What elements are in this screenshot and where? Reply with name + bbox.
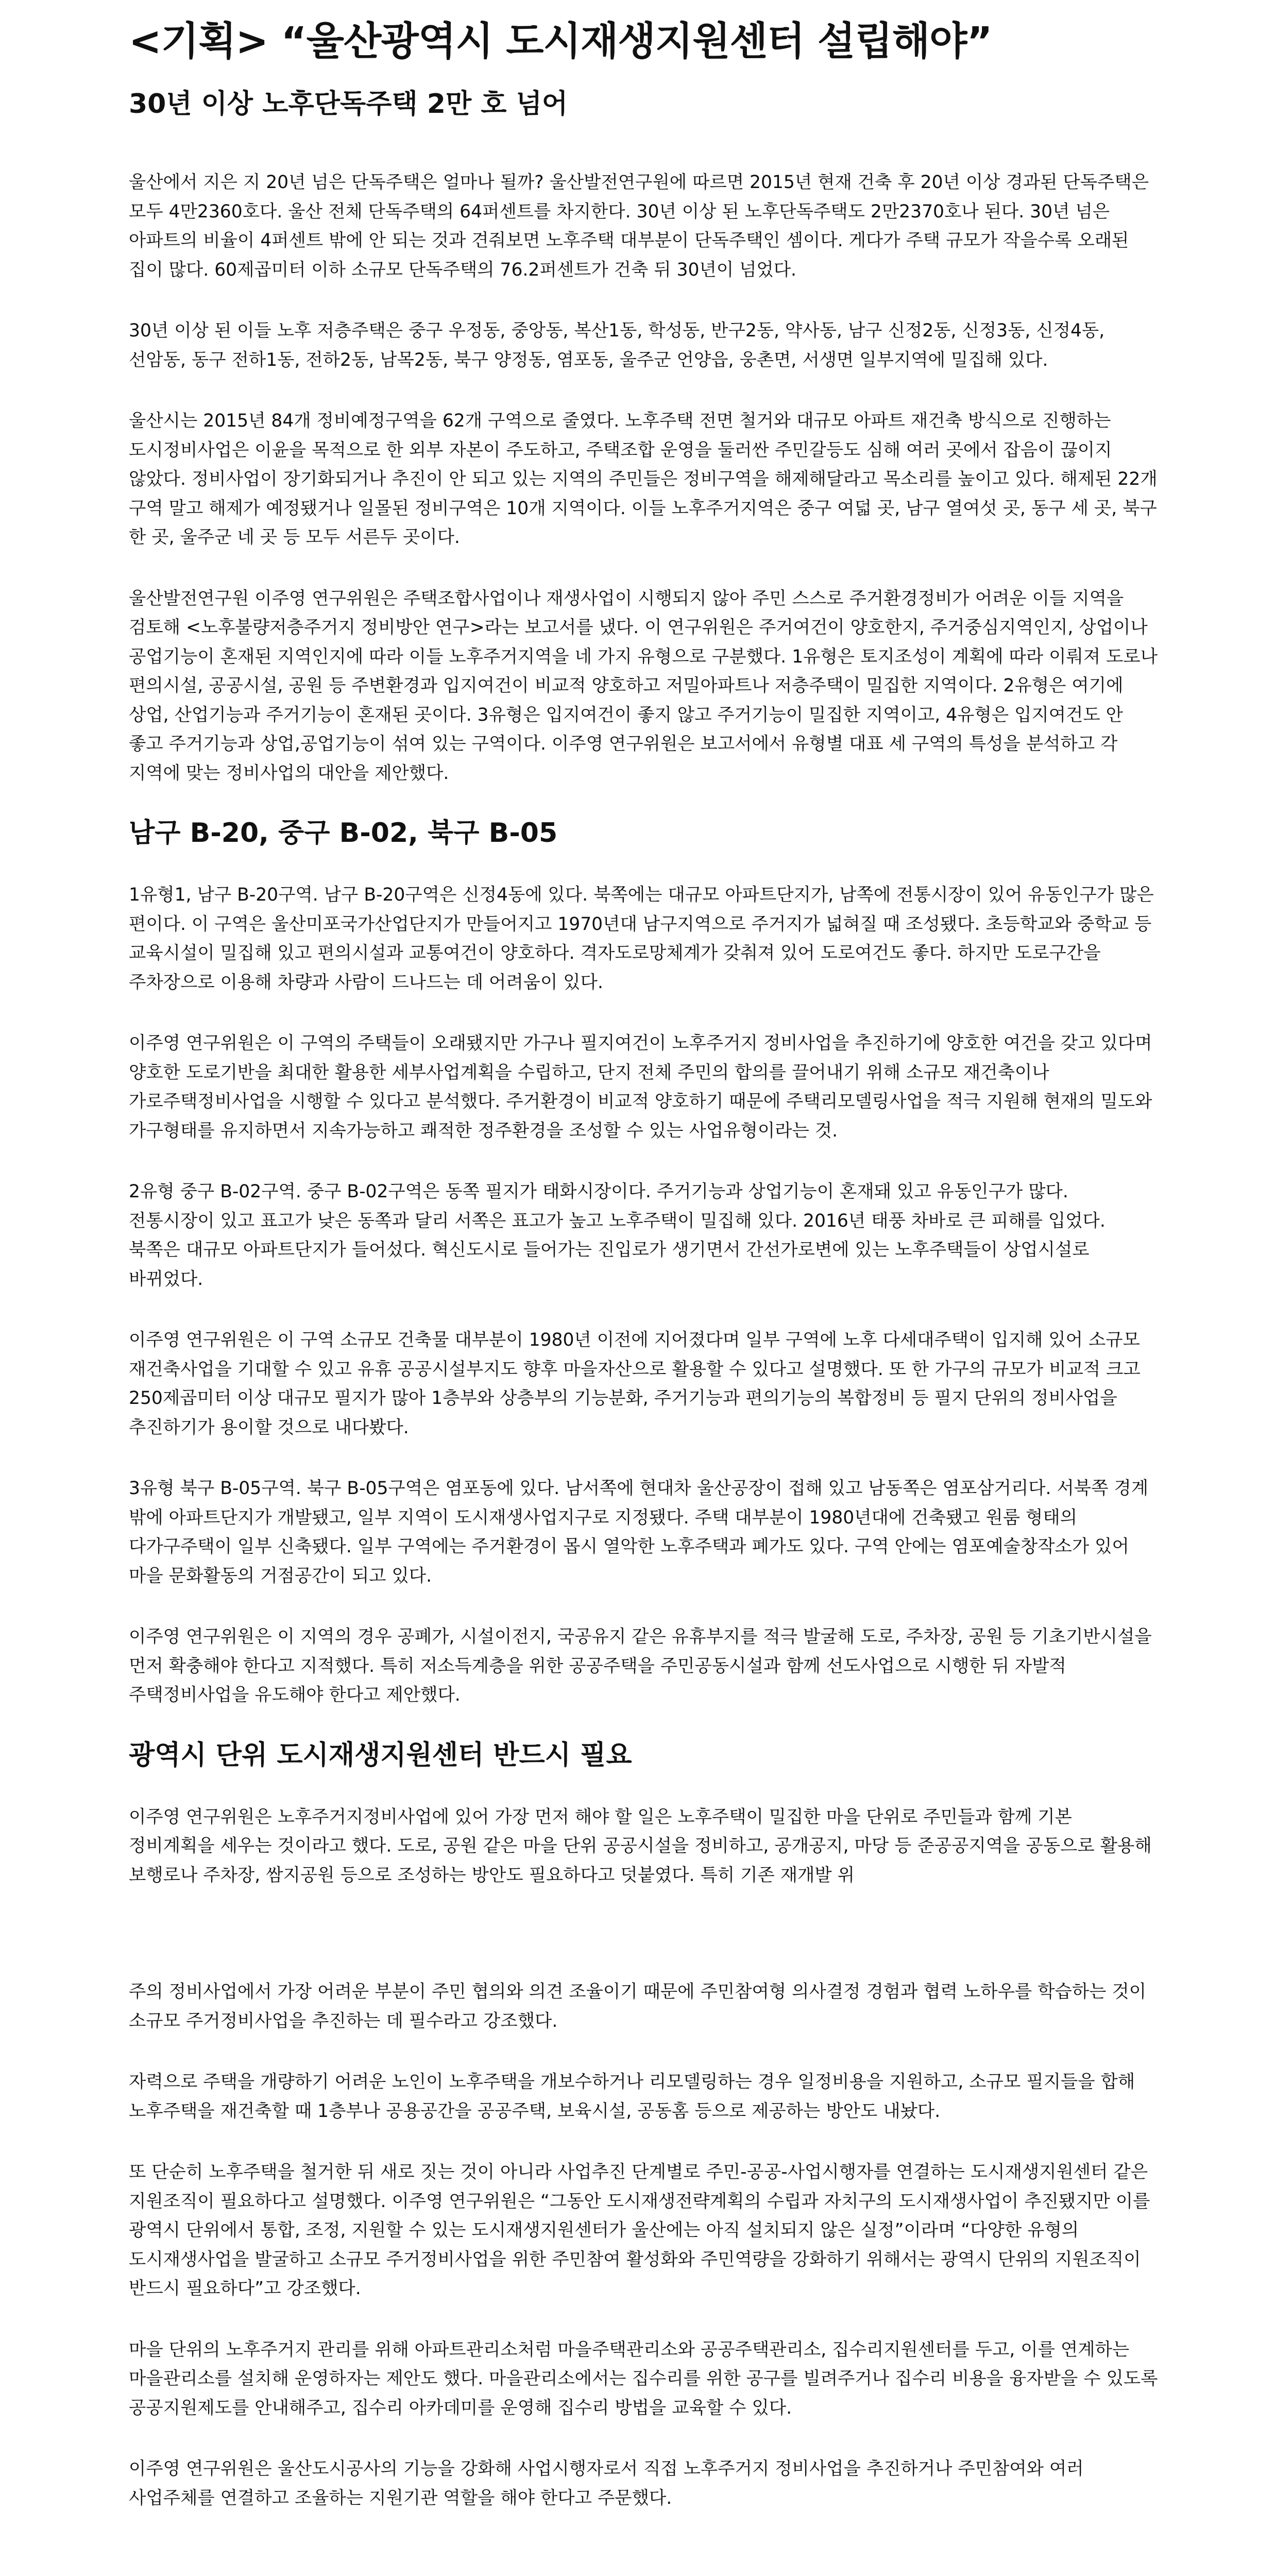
paragraph: 자력으로 주택을 개량하기 어려운 노인이 노후주택을 개보수하거나 리모델링하는 경우 일정비용을 지원하고, 소규모 필지들을 합해 노후주택을 재건축할 때 1층부나 공용공간을 공공주택, 보육시설, 공동홈 등으로 제공하는 방안도 내놨다. (129, 2072, 1135, 2122)
paragraph: 울산시는 2015년 84개 정비예정구역을 62개 구역으로 줄였다. 노후주택 전면 철거와 대규모 아파트 재건축 방식으로 진행하는 도시정비사업은 이윤을 목적으로 한 외부 자본이 주도하고, 주택조합 운영을 둘러싼 주민갈등도 심해 여러 곳에서 잡음이 끊이지 않았다. 정비사업이 장기화되거나 추진이 안 되고 있는 지역의 주민들은 정비구역을 해제해달라고 목소리를 높이고 있다. 해제된 22개 구역 말고 해제가 예정됐거나 일몰된 정비구역은 10개 지역이다. 이들 노후주거지역은 중구 여덟 곳, 남구 열여섯 곳, 동구 세 곳, 북구 한 곳, 울주군 네 곳 등 모두 서른두 곳이다. (129, 411, 1158, 548)
paragraph: 주의 정비사업에서 가장 어려운 부분이 주민 협의와 의견 조율이기 때문에 주민참여형 의사결정 경험과 협력 노하우를 학습하는 것이 소규모 주거정비사업을 추진하는 데 필수라고 강조했다. (129, 1981, 1147, 2031)
section-heading: 30년 이상 노후단독주택 2만 호 넘어 (129, 89, 568, 120)
paragraph: 울산에서 지은 지 20년 넘은 단독주택은 얼마나 될까? 울산발전연구원에 따르면 2015년 현재 건축 후 20년 이상 경과된 단독주택은 모두 4만2360호다. 울산 전체 단독주택의 64퍼센트를 차지한다. 30년 이상 된 노후단독주택도 2만2370호나 된다. 30년 넘은 아파트의 비율이 4퍼센트 밖에 안 되는 것과 견줘보면 노후주택 대부분이 단독주택인 셈이다. 게다가 주택 규모가 작을수록 오래된 집이 많다. 60제곱미터 이하 소규모 단독주택의 76.2퍼센트가 건축 뒤 30년이 넘었다. (129, 172, 1149, 280)
paragraph: 또 단순히 노후주택을 철거한 뒤 새로 짓는 것이 아니라 사업추진 단계별로 주민-공공-사업시행자를 연결하는 도시재생지원센터 같은 지원조직이 필요하다고 설명했다. 이주영 연구위원은 “그동안 도시재생전략계획의 수립과 자치구의 도시재생사업이 추진됐지만 이를 광역시 단위에서 통합, 조정, 지원할 수 있는 도시재생지원센터가 울산에는 아직 설치되지 않은 실정”이라며 “다양한 유형의 도시재생사업을 발굴하고 소규모 주거정비사업을 위한 주민참여 활성화와 주민역량을 강화하기 위해서는 광역시 단위의 지원조직이 반드시 필요하다”고 강조했다. (129, 2162, 1150, 2299)
paragraph: 2유형 중구 B-02구역. 중구 B-02구역은 동쪽 필지가 태화시장이다. 주거기능과 상업기능이 혼재돼 있고 유동인구가 많다. 전통시장이 있고 표고가 낮은 동쪽과 달리 서쪽은 표고가 높고 노후주택이 밀집해 있다. 2016년 태풍 차바로 큰 피해를 입었다. 북쪽은 대규모 아파트단지가 들어섰다. 혁신도시로 들어가는 진입로가 생기면서 간선가로변에 있는 노후주택들이 상업시설로 바뀌었다. (129, 1181, 1106, 1290)
paragraph: 이주영 연구위원은 이 구역의 주택들이 오래됐지만 가구나 필지여건이 노후주거지 정비사업을 추진하기에 양호한 여건을 갖고 있다며 양호한 도로기반을 최대한 활용한 세부사업계획을 수립하고, 단지 전체 주민의 합의를 끌어내기 위해 소규모 재건축이나 가로주택정비사업을 시행할 수 있다고 분석했다. 주거환경이 비교적 양호하기 때문에 주택리모델링사업을 적극 지원해 현재의 밀도와 가구형태를 유지하면서 지속가능하고 쾌적한 정주환경을 조성할 수 있는 사업유형이라는 것. (129, 1033, 1152, 1141)
paragraph: 이주영 연구위원은 이 지역의 경우 공폐가, 시설이전지, 국공유지 같은 유휴부지를 적극 발굴해 도로, 주차장, 공원 등 기초기반시설을 먼저 확충해야 한다고 지적했다. 특히 저소득계층을 위한 공공주택을 주민공동시설과 함께 선도사업으로 시행한 뒤 자발적 주택정비사업을 유도해야 한다고 제안했다. (129, 1626, 1152, 1705)
paragraph: 울산발전연구원 이주영 연구위원은 주택조합사업이나 재생사업이 시행되지 않아 주민 스스로 주거환경정비가 어려운 이들 지역을 검토해 <노후불량저층주거지 정비방안 연구>라는 보고서를 냈다. 이 연구위원은 주거여건이 양호한지, 주거중심지역인지, 상업이나 공업기능이 혼재된 지역인지에 따라 이들 노후주거지역을 네 가지 유형으로 구분했다. 1유형은 토지조성이 계획에 따라 이뤄져 도로나 편의시설, 공공시설, 공원 등 주변환경과 입지여건이 비교적 양호하고 저밀아파트나 저층주택이 밀집한 지역이다. 2유형은 여기에 상업, 산업기능과 주거기능이 혼재된 곳이다. 3유형은 입지여건이 좋지 않고 주거기능이 밀집한 지역이고, 4유형은 입지여건도 안 좋고 주거기능과 상업,공업기능이 섞여 있는 구역이다. 이주영 연구위원은 보고서에서 유형별 대표 세 구역의 특성을 분석하고 각 지역에 맞는 정비사업의 대안을 제안했다. (129, 588, 1158, 784)
paragraph: 3유형 북구 B-05구역. 북구 B-05구역은 염포동에 있다. 남서쪽에 현대차 울산공장이 접해 있고 남동쪽은 염포삼거리다. 서북쪽 경계 밖에 아파트단지가 개발됐고, 일부 지역이 도시재생사업지구로 지정됐다. 주택 대부분이 1980년대에 건축됐고 원룸 형태의 다가구주택이 일부 신축됐다. 일부 구역에는 주거환경이 몹시 열악한 노후주택과 폐가도 있다. 구역 안에는 염포예술창작소가 있어 마을 문화활동의 거점공간이 되고 있다. (129, 1478, 1149, 1586)
section-heading: 남구 B-20, 중구 B-02, 북구 B-05 (129, 818, 558, 849)
paragraph: 30년 이상 된 이들 노후 저층주택은 중구 우정동, 중앙동, 복산1동, 학성동, 반구2동, 약사동, 남구 신정2동, 신정3동, 신정4동, 선암동, 동구 전하1동, 전하2동, 남목2동, 북구 양정동, 염포동, 울주군 언양읍, 웅촌면, 서생면 일부지역에 밀집해 있다. (129, 320, 1105, 370)
paragraph: 이주영 연구위원은 이 구역 소규모 건축물 대부분이 1980년 이전에 지어졌다며 일부 구역에 노후 다세대주택이 입지해 있어 소규모 재건축사업을 기대할 수 있고 유휴 공공시설부지도 향후 마을자산으로 활용할 수 있다고 설명했다. 또 한 가구의 규모가 비교적 크고 250제곱미터 이상 대규모 필지가 많아 1층부와 상층부의 기능분화, 주거기능과 편의기능의 복합정비 등 필지 단위의 정비사업을 추진하기가 용이할 것으로 내다봤다. (129, 1330, 1141, 1438)
article (129, 0, 1159, 2513)
paragraph: 이주영 연구위원은 울산도시공사의 기능을 강화해 사업시행자로서 직접 노후주거지 정비사업을 추진하거나 주민참여와 여러 사업주체를 연결하고 조율하는 지원기관 역할을 해야 한다고 주문했다. (129, 2459, 1084, 2509)
paragraph: 이주영 연구위원은 노후주거지정비사업에 있어 가장 먼저 해야 할 일은 노후주택이 밀집한 마을 단위로 주민들과 함께 기본 정비계획을 세우는 것이라고 했다. 도로, 공원 같은 마을 단위 공공시설을 정비하고, 공개공지, 마당 등 준공공지역을 공동으로 활용해 보행로나 주차장, 쌈지공원 등으로 조성하는 방안도 필요하다고 덧붙였다. 특히 기존 재개발 위 (129, 1806, 1152, 1886)
paragraph: 마을 단위의 노후주거지 관리를 위해 아파트관리소처럼 마을주택관리소와 공공주택관리소, 집수리지원센터를 두고, 이를 연계하는 마을관리소를 설치해 운영하자는 제안도 했다. 마을관리소에서는 집수리를 위한 공구를 빌려주거나 집수리 비용을 융자받을 수 있도록 공공지원제도를 안내해주고, 집수리 아카데미를 운영해 집수리 방법을 교육할 수 있다. (129, 2339, 1158, 2418)
section-heading: 광역시 단위 도시재생지원센터 반드시 필요 (129, 1739, 632, 1771)
article-title: <기획> “울산광역시 도시재생지원센터 설립해야” (129, 18, 992, 64)
paragraph: 1유형1, 남구 B-20구역. 남구 B-20구역은 신정4동에 있다. 북쪽에는 대규모 아파트단지가, 남쪽에 전통시장이 있어 유동인구가 많은 편이다. 이 구역은 울산미포국가산업단지가 만들어지고 1970년대 남구지역으로 주거지가 넓혀질 때 조성됐다. 초등학교와 중학교 등 교육시설이 밀집해 있고 편의시설과 교통여건이 양호하다. 격자도로망체계가 갖춰져 있어 도로여건도 좋다. 하지만 도로구간을 주차장으로 이용해 차량과 사람이 드나드는 데 어려움이 있다. (129, 885, 1154, 993)
